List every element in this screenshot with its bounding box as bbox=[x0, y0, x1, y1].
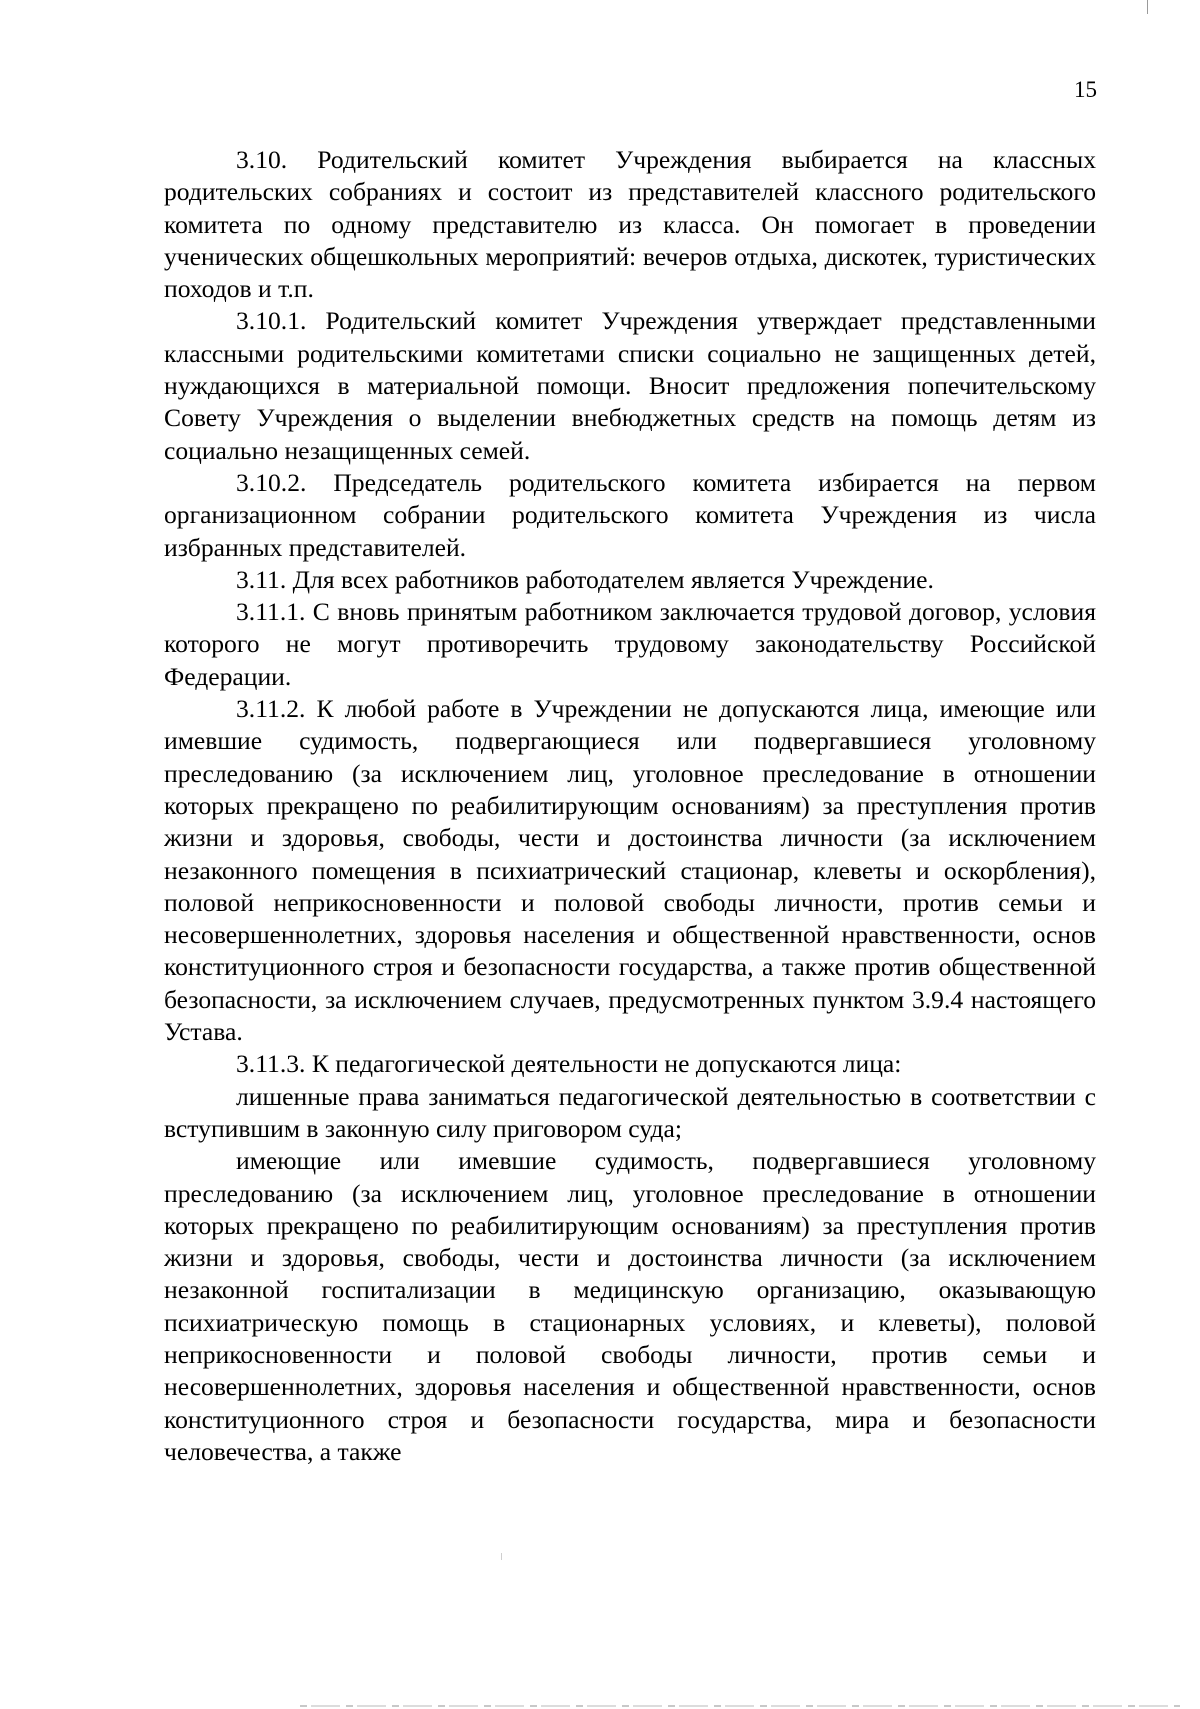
paragraph-3-11: 3.11. Для всех работников работодателем является Учреждение. bbox=[236, 564, 934, 594]
paragraph-3-10-2: 3.10.2. Председатель родительского комитета избирается на первом организационном собрании родительского комитета Учреждения из числа избранных представителей. bbox=[164, 467, 1096, 562]
list-item-deprived-rights: лишенные права заниматься педагогической деятельностью в соответствии с вступившим в законную силу приговором суда; bbox=[164, 1081, 1096, 1143]
paragraph-3-11-1: 3.11.1. С вновь принятым работником заключается трудовой договор, условия которого не могут противоречить трудовому законодательству Российской Федерации. bbox=[164, 597, 1096, 691]
paragraph-3-10-1: 3.10.1. Родительский комитет Учреждения утверждает представленными классными родительскими комитетами списки социально не защищенных детей, нуждающихся в материальной помощи. Вносит предложения попечительскому Совету Учреждения о выделении внебюджетных средств на помощь детям из социально незащищенных семей. bbox=[164, 306, 1096, 465]
scan-edge bbox=[300, 1705, 1180, 1707]
body-text bbox=[164, 144, 1096, 1468]
paragraph-3-11-2: 3.11.2. К любой работе в Учреждении не допускаются лица, имеющие или имевшие судимость, подвергающиеся или подвергавшиеся уголовному преследованию (за исключением лиц, уголовное преследование в отношении которых прекращено по реабилитирующим основаниям) за преступления против жизни и здоровья, свободы, чести и достоинства личности (за исключением незаконного помещения в психиатрический стационар, клеветы и оскорбления), половой неприкосновенности и половой свободы личности, против семьи и несовершеннолетних, здоровья населения и общественной нравственности, основ конституционного строя и безопасности государства, а также против общественной безопасности, за исключением случаев, предусмотренных пунктом 3.9.4 настоящего Устава. bbox=[164, 694, 1096, 1047]
scan-artifact bbox=[1147, 0, 1148, 14]
paragraph-3-11-3: 3.11.3. К педагогической деятельности не допускаются лица: bbox=[236, 1049, 902, 1079]
page-number: 15 bbox=[1074, 77, 1097, 102]
scan-artifact bbox=[501, 1553, 502, 1560]
list-item-criminal-record: имеющие или имевшие судимость, подвергавшиеся уголовному преследованию (за исключением лиц, уголовное преследование в отношении которых прекращено по реабилитирующим основаниям) за преступления против жизни и здоровья, свободы, чести и достоинства личности (за исключением незаконной госпитализации в медицинскую организацию, оказывающую психиатрическую помощь в стационарных условиях, и клеветы), половой неприкосновенности и половой свободы личности, против семьи и несовершеннолетних, здоровья населения и общественной нравственности, основ конституционного строя и безопасности государства, мира и безопасности человечества, а также bbox=[164, 1146, 1096, 1466]
paragraph-3-10: 3.10. Родительский комитет Учреждения выбирается на классных родительских собраниях и состоит из представителей классного родительского комитета по одному представителю из класса. Он помогает в проведении ученических общешкольных мероприятий: вечеров отдыха, дискотек, туристических походов и т.п. bbox=[164, 145, 1096, 304]
